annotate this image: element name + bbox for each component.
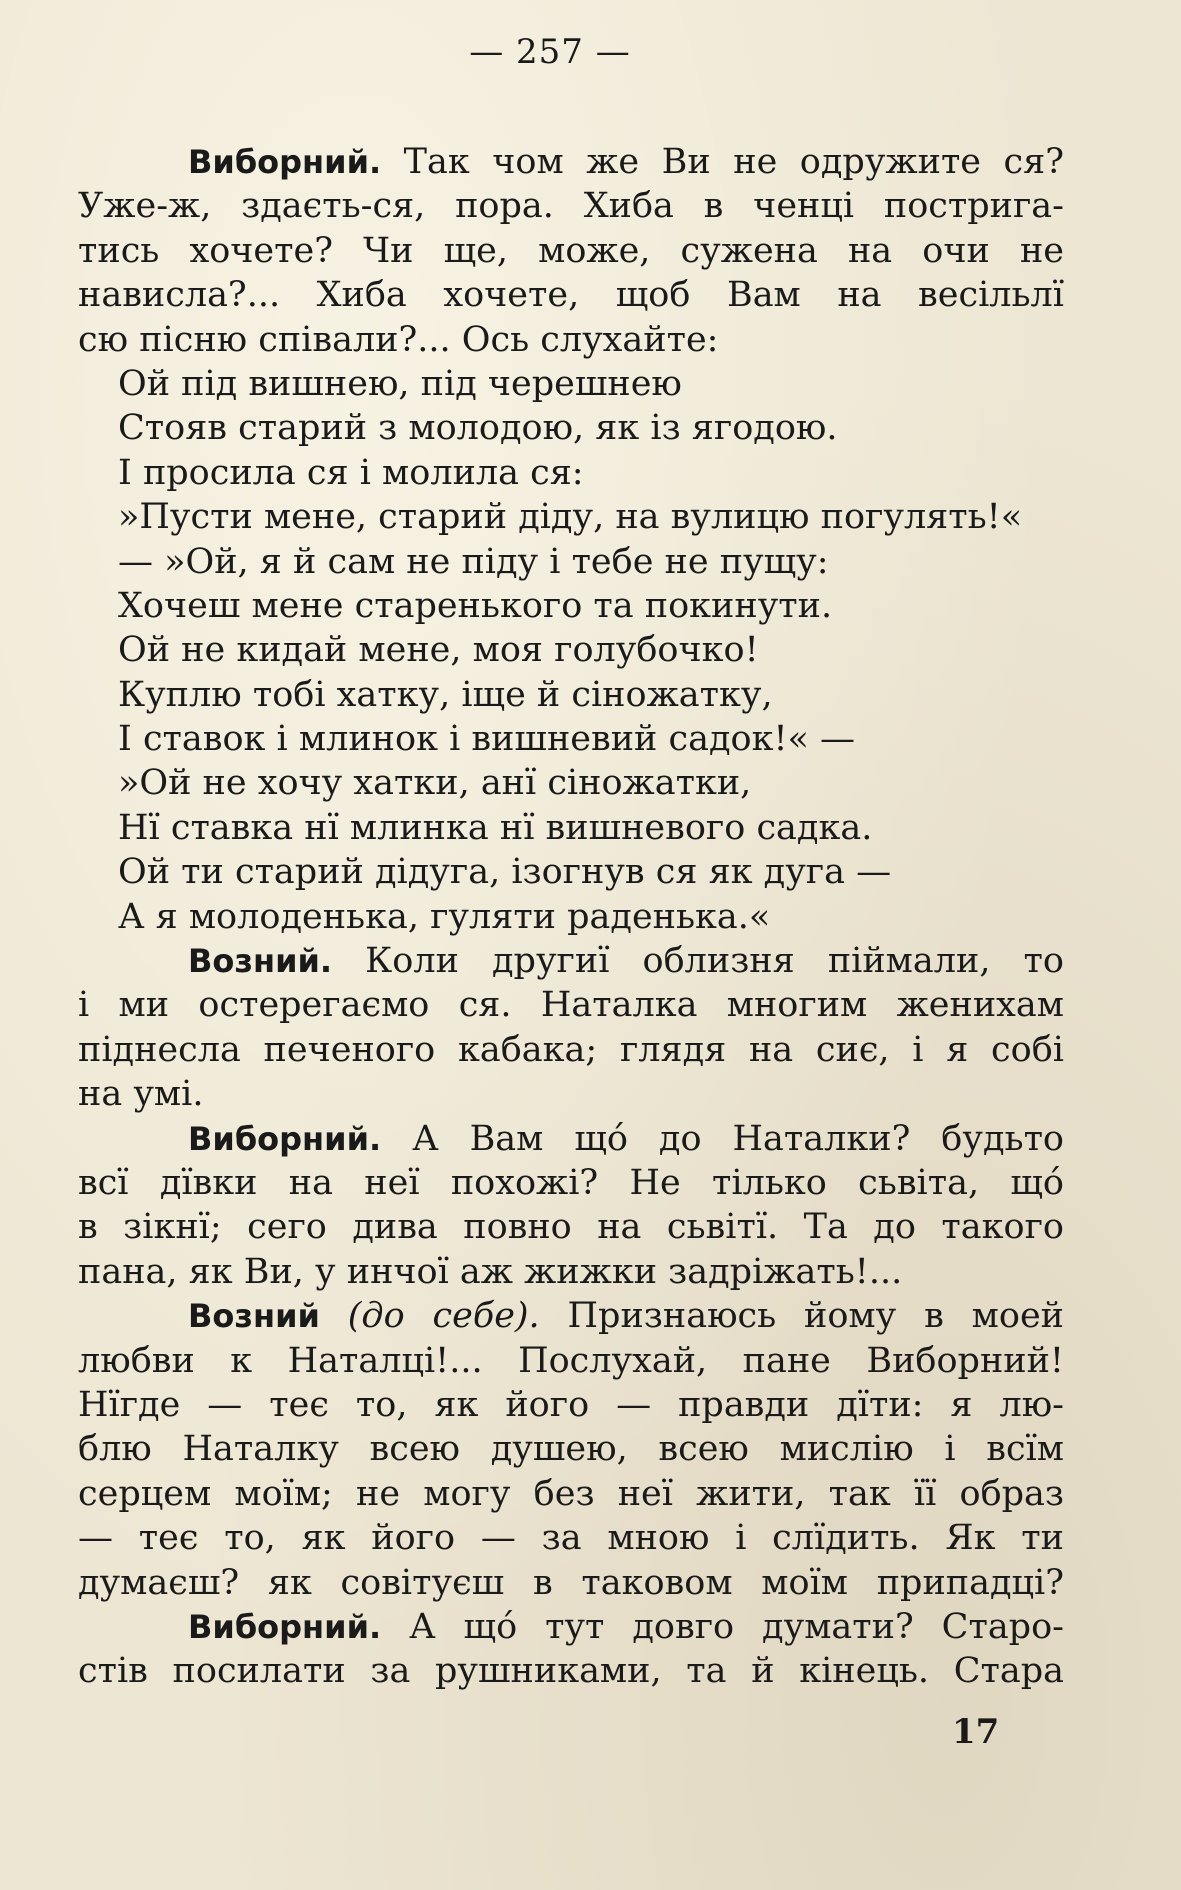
stage-direction: (до себе). (319, 1296, 540, 1337)
verse-line: І ставок і млинок і вишневий садок!« — (118, 719, 856, 760)
verse-line: »Пусти мене, старий діду, на вулицю погулять!« (118, 497, 1023, 538)
body-text (78, 140, 1064, 1694)
verse-line: Куплю тобі хатку, іще й сіножатку, (118, 674, 773, 715)
text-line: стів посилати за рушниками, та й кінець. Стара (78, 1651, 1064, 1692)
text-line: любви к Наталці!... Послухай, пане Виборний! (78, 1340, 1064, 1381)
text-line (78, 1605, 1064, 1649)
verse-line: — »Ой, я й сам не піду і тебе не пущу: (118, 541, 829, 582)
verse-line: Ой під вишнею, під черешнею (118, 363, 682, 404)
verse-line: І просила ся і молила ся: (118, 452, 584, 493)
text-line (78, 1117, 1064, 1161)
text-line (78, 140, 1064, 184)
text-line: в зікнї; сего дива повно на сьвітї. Та до такого (78, 1207, 1064, 1248)
speaker-name: Возний (188, 1297, 320, 1336)
speaker-name: Возний. (188, 942, 333, 981)
speaker-name: Виборний. (188, 1607, 382, 1646)
verse-line: Ой ти старий дідуга, ізогнув ся як дуга — (118, 852, 892, 893)
text-line (78, 939, 1064, 983)
text-line: думаєш? як совітуєш в таковом моїм припадці? (78, 1562, 1064, 1603)
verse-line: А я молоденька, гуляти раденька.« (118, 896, 771, 937)
verse-line: »Ой не хочу хатки, анї сіножатки, (118, 763, 752, 804)
signature-mark: 17 (952, 1712, 1000, 1752)
text-line: блю Наталку всею душею, всею мислію і всїм (78, 1429, 1064, 1470)
text-line: на умі. (78, 1074, 204, 1115)
line-text: А що́ тут довго думати? Старо- (381, 1606, 1064, 1647)
verse-line: Ой не кидай мене, моя голубочко! (118, 630, 759, 671)
text-line: — теє то, як його — за мною і слїдить. Як ти (78, 1518, 1064, 1559)
verse-line: Стояв старий з молодою, як із ягодою. (118, 408, 838, 449)
verse-line: Нї ставка нї млинка нї вишневого садка. (118, 807, 873, 848)
text-line: піднесла печеного кабака; глядя на сиє, і я собі (78, 1029, 1064, 1070)
line-text: Признаюсь йому в моей (539, 1296, 1064, 1337)
text-line: всї дївки на неї похожі? Не тілько сьвіта, що́ (78, 1162, 1064, 1203)
page-number: — 257 — (469, 32, 631, 72)
line-text: А Вам що́ до Наталки? будьто (381, 1118, 1064, 1159)
speaker-name: Виборний. (188, 143, 382, 181)
line-text: Коли другиї облизня піймали, то (332, 941, 1064, 982)
verse-line: Хочеш мене старенького та покинути. (118, 585, 833, 626)
text-line: тись хочете? Чи ще, може, сужена на очи не (78, 230, 1064, 271)
text-line: Нїгде — теє то, як його — правди дїти: я лю- (78, 1384, 1064, 1425)
text-line: і ми остерегаємо ся. Наталка многим женихам (78, 985, 1064, 1026)
text-line: пана, як Ви, у инчої аж жижки задріжать!... (78, 1251, 903, 1292)
text-line (78, 1294, 1064, 1338)
line-text: Так чом же Ви не одружите ся? (381, 142, 1064, 182)
text-line: нависла?... Хиба хочете, щоб Вам на весільлї (78, 275, 1064, 316)
text-line: сю пісню співали?... Ось слухайте: (78, 319, 719, 360)
speaker-name: Виборний. (188, 1119, 382, 1158)
text-line: Уже-ж, здаєть-ся, пора. Хиба в ченці пострига- (78, 186, 1064, 227)
text-line: серцем моїм; не могу без неї жити, так її образ (78, 1473, 1064, 1514)
